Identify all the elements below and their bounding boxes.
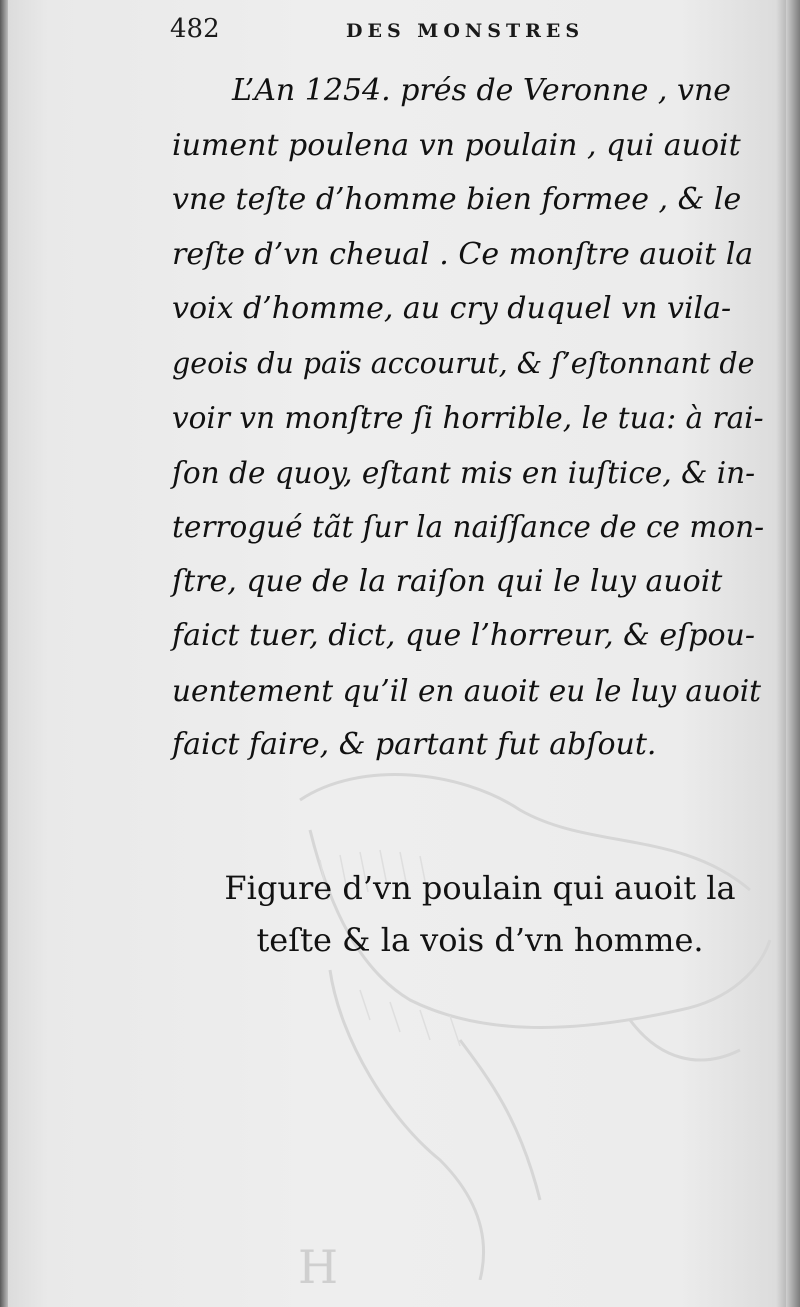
text-line: voir vn monſtre ſi horrible, le tua: à rai-	[172, 401, 764, 435]
text-line: ſon de quoy, eſtant mis en iuſtice, & in-	[172, 455, 756, 490]
text-line: voix d’homme, au cry duquel vn vila-	[172, 291, 732, 326]
running-head	[170, 14, 610, 54]
body-paragraph	[172, 64, 764, 773]
text-line: uentement qu’il en auoit eu le luy auoit	[172, 673, 762, 708]
text-line: L’An 1254. prés de Veronne , vne	[232, 73, 732, 108]
caption-line: Figure d’vn poulain qui auoit la	[224, 869, 736, 907]
text-line: faict faire, & partant fut abſout.	[172, 727, 657, 762]
text-line: ſtre, que de la raiſon qui le luy auoit	[172, 563, 723, 599]
show-through-woodcut-illustration	[160, 740, 780, 1280]
text-line: faict tuer, dict, que l’horreur, & eſpou-	[172, 618, 755, 653]
text-line: iument poulena vn poulain , qui auoit	[172, 127, 741, 163]
signature-mark: H	[298, 1240, 339, 1294]
text-line: reſte d’vn cheual . Ce monſtre auoit la	[172, 236, 754, 272]
text-line: terrogué tãt ſur la naiſſance de ce mon-	[172, 510, 765, 544]
running-title: DES MONSTRES	[346, 20, 585, 42]
page-number: 482	[170, 14, 220, 44]
text-line: geois du païs accourut, & ſ’eſtonnant de	[172, 346, 755, 380]
caption-line: teſte & la vois d’vn homme.	[256, 921, 704, 959]
page-gutter-shadow	[0, 0, 8, 1307]
page-edge-shadow	[786, 0, 800, 1307]
figure-caption	[190, 862, 770, 966]
text-line: vne teſte d’homme bien formee , & le	[172, 182, 742, 217]
